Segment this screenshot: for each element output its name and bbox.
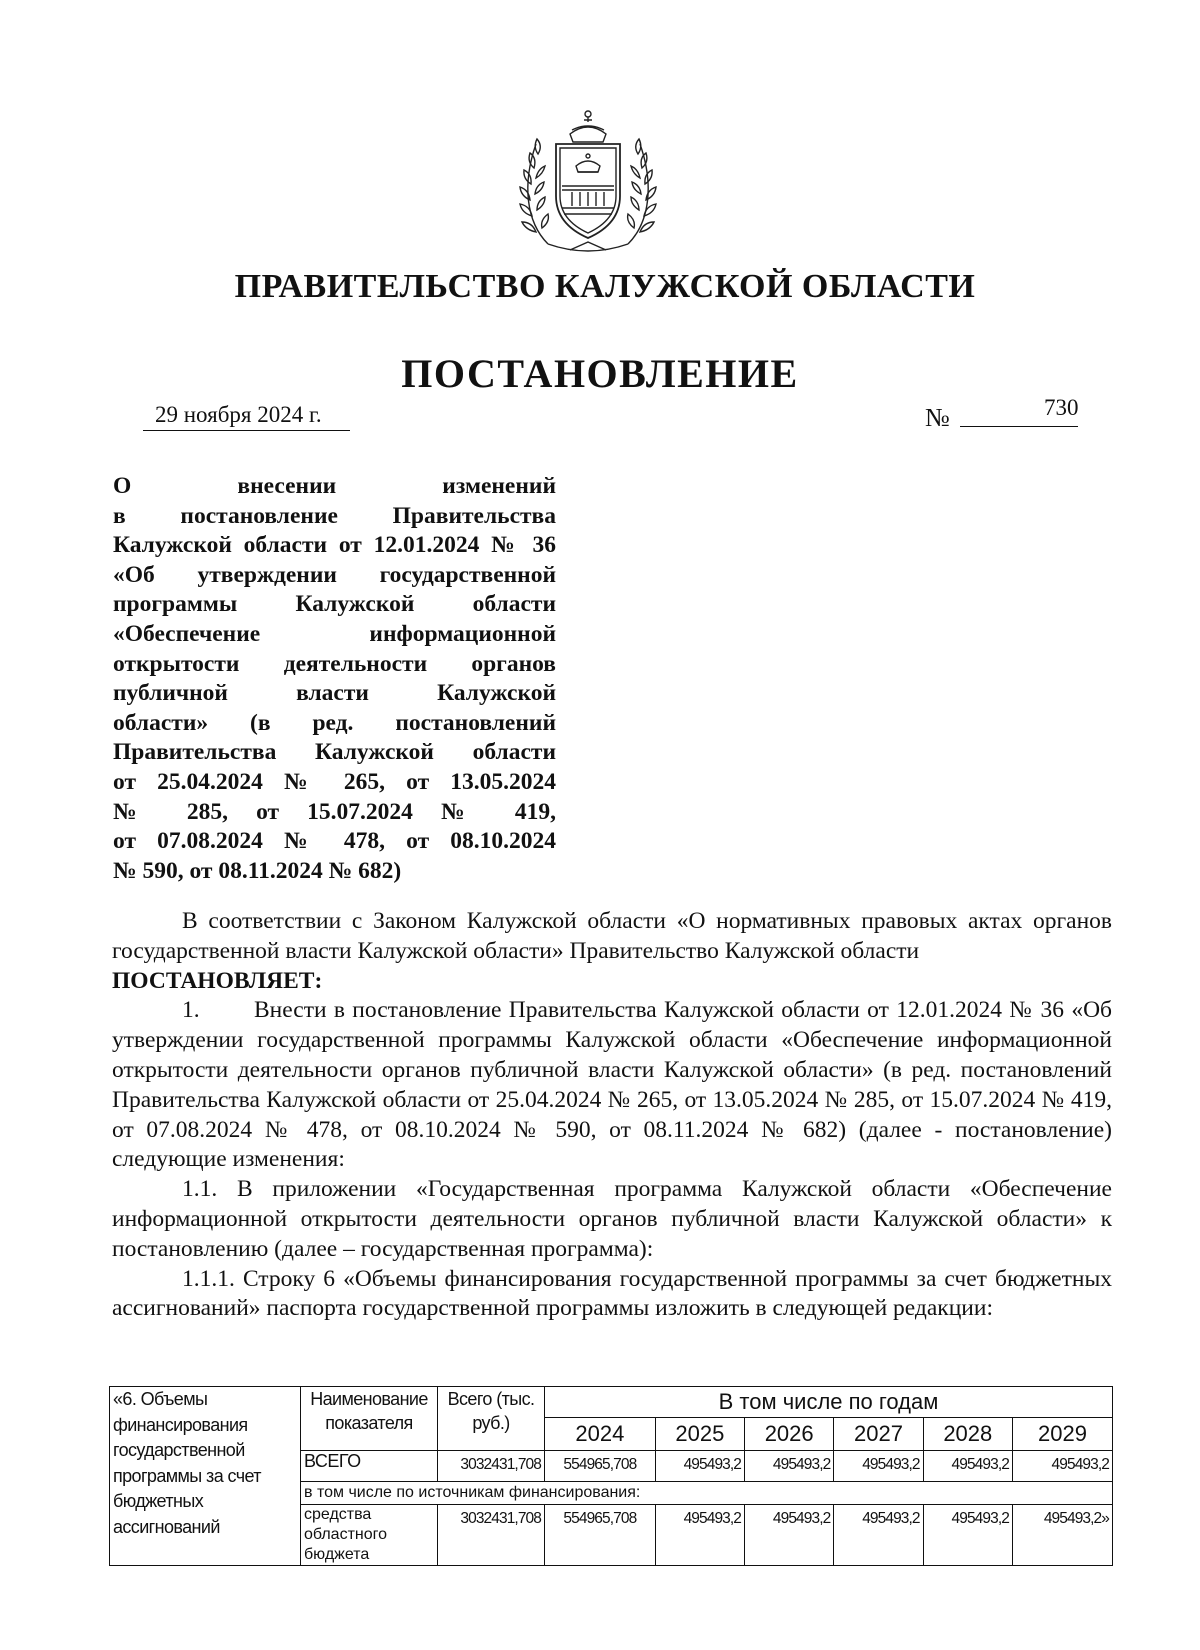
- year-header: 2029: [1012, 1418, 1112, 1451]
- subject-line: «Обеспечение информационной: [113, 620, 556, 647]
- row-value: 495493,2: [834, 1505, 923, 1566]
- total-column-header: Всего (тыс. руб.): [438, 1387, 545, 1451]
- decree-word: ПОСТАНОВЛЯЕТ:: [112, 967, 323, 994]
- row-value: 495493,2: [923, 1451, 1012, 1482]
- item-1-1-paragraph: 1.1. В приложении «Государственная программа Калужской области «Обеспечение информационной открытости деятельности органов публичной власти Калужской области» к постановлению (далее – государственная программа):: [112, 1176, 1112, 1262]
- document-number: 730: [1044, 395, 1079, 420]
- years-column-header: В том числе по годам: [545, 1387, 1113, 1418]
- row-total: 3032431,708: [438, 1451, 545, 1482]
- subject-line: программы Калужской области: [113, 591, 556, 618]
- item-1-number: 1.: [182, 997, 200, 1024]
- preamble-paragraph: В соответствии с Законом Калужской области «О нормативных правовых актах органов государственной власти Калужской области» Правительство Калужской области: [112, 908, 1112, 964]
- document-body: [112, 907, 1112, 1324]
- coat-of-arms-emblem: [518, 104, 658, 254]
- subject-line: О внесении изменений: [113, 473, 556, 499]
- financing-row-label: «6. Объемы финансирования государственной программы за счет бюджетных ассигнований: [110, 1387, 301, 1566]
- row-total: 3032431,708: [438, 1505, 545, 1566]
- document-number-label: №: [925, 403, 950, 432]
- row-value: 495493,2: [834, 1451, 923, 1482]
- row-value: 495493,2: [655, 1451, 744, 1482]
- subject-line: Правительства Калужской области: [113, 739, 556, 766]
- row-value: 495493,2: [745, 1505, 834, 1566]
- subject-line: публичной власти Калужской: [113, 680, 556, 707]
- subject-line: области» (в ред. постановлений: [113, 709, 556, 736]
- row-value: 495493,2: [923, 1505, 1012, 1566]
- subject-line: № 285, от 15.07.2024 № 419,: [113, 798, 556, 825]
- subject-line: Калужской области от 12.01.2024 № 36: [113, 532, 556, 559]
- year-header: 2026: [745, 1418, 834, 1451]
- year-header: 2025: [655, 1418, 744, 1451]
- subject-line: от 25.04.2024 № 265, от 13.05.2024: [113, 768, 556, 795]
- financing-table: [109, 1386, 1113, 1566]
- row-value: 495493,2: [655, 1505, 744, 1566]
- year-header: 2027: [834, 1418, 923, 1451]
- row-value: 495493,2: [1012, 1451, 1112, 1482]
- year-header: 2028: [923, 1418, 1012, 1451]
- item-1-paragraph: [112, 996, 1112, 1175]
- indicator-column-header: Наименование показателя: [301, 1387, 438, 1451]
- subject-line: от 07.08.2024 № 478, от 08.10.2024: [113, 828, 556, 855]
- row-value: 554965,708: [545, 1505, 656, 1566]
- row-value: 495493,2: [745, 1451, 834, 1482]
- document-type-title: ПОСТАНОВЛЕНИЕ: [401, 351, 799, 396]
- sources-label: в том числе по источникам финансирования:: [301, 1482, 1113, 1505]
- subject-line: «Об утверждении государственной: [113, 561, 556, 588]
- row-name: ВСЕГО: [301, 1451, 438, 1482]
- row-value: 495493,2»: [1012, 1505, 1112, 1566]
- item-1-1-1-paragraph: 1.1.1. Строку 6 «Объемы финансирования государственной программы за счет бюджетных ассигнований» паспорта государственной программы изложить в следующей редакции:: [112, 1265, 1112, 1322]
- document-subject: [113, 472, 556, 886]
- item-1-text: Внести в постановление Правительства Калужской области от 12.01.2024 № 36 «Об утверждении государственной программы Калужской области «Обеспечение информационной открытости деятельности органов публичной власти Калужской области» (в ред. постановлений Правительства Калужской области от 25.04.2024 № 265, от 13.05.2024 № 285, от 15.07.2024 № 419, от 07.08.2024 № 478, от 08.10.2024 № 590, от 08.11.2024 № 682) (далее - постановление) следующие изменения:: [112, 997, 1112, 1173]
- document-number-underline: [960, 426, 1078, 427]
- subject-line: № 590, от 08.11.2024 № 682): [113, 857, 402, 884]
- year-header: 2024: [545, 1418, 656, 1451]
- organization-title: ПРАВИТЕЛЬСТВО КАЛУЖСКОЙ ОБЛАСТИ: [234, 268, 976, 305]
- document-date: 29 ноября 2024 г.: [143, 402, 350, 431]
- subject-line: в постановление Правительства: [113, 502, 556, 529]
- row-value: 554965,708: [545, 1451, 656, 1482]
- row-name: средства областного бюджета: [301, 1505, 438, 1566]
- subject-line: открытости деятельности органов: [113, 650, 556, 677]
